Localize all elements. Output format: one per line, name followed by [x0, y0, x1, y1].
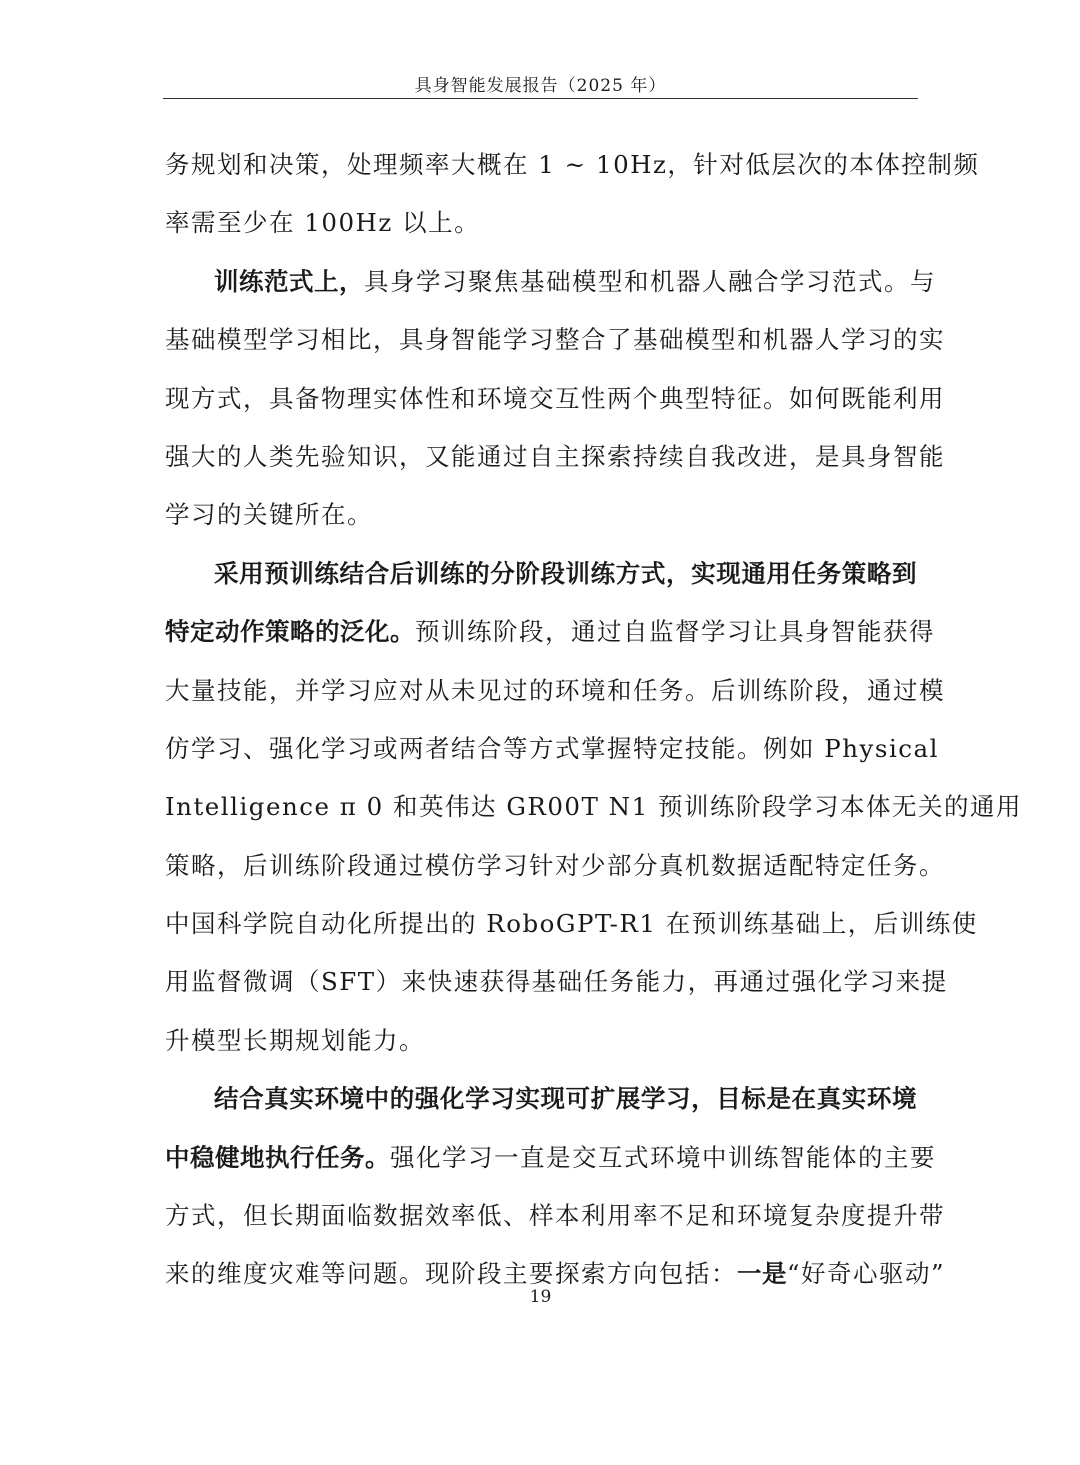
text-segment: 预训练阶段，通过自监督学习让具身智能获得 [415, 617, 935, 647]
text-line [165, 720, 939, 778]
text-line [165, 953, 948, 1011]
text-line [165, 662, 945, 720]
paragraph [165, 545, 1022, 1071]
text-line [165, 1012, 917, 1070]
text-segment: Intelligence π 0 和英伟达 GR00T N1 预训练阶段学习本体无关的通用 [165, 792, 1022, 822]
text-line [165, 895, 978, 953]
text-line [165, 194, 917, 252]
text-segment: 强化学习一直是交互式环境中训练智能体的主要 [390, 1142, 936, 1172]
text-line [165, 1187, 945, 1245]
text-line [165, 370, 945, 428]
text-segment: 方式，但长期面临数据效率低、样本利用率不足和环境复杂度提升带 [165, 1201, 945, 1231]
text-line [165, 428, 945, 486]
text-segment: “好奇心驱动” [787, 1259, 946, 1289]
text-segment: 学习的关键所在。 [165, 500, 373, 530]
text-segment: 基础模型学习相比，具身智能学习整合了基础模型和机器人学习的实 [165, 325, 945, 355]
text-segment: 中国科学院自动化所提出的 RoboGPT-R1 在预训练基础上，后训练使 [165, 909, 978, 939]
bold-text: 采用预训练结合后训练的分阶段训练方式，实现通用任务策略到 [214, 558, 917, 588]
text-line [165, 545, 917, 603]
header-divider [163, 98, 918, 99]
paragraph [165, 1070, 946, 1304]
text-line [165, 1129, 936, 1187]
text-line [165, 1070, 917, 1128]
text-line [165, 136, 980, 194]
text-segment: 用监督微调（SFT）来快速获得基础任务能力，再通过强化学习来提 [165, 967, 948, 997]
bold-text: 一是 [737, 1259, 787, 1289]
text-segment: 现方式，具备物理实体性和环境交互性两个典型特征。如何既能利用 [165, 383, 945, 413]
text-segment: 率需至少在 100Hz 以上。 [165, 208, 481, 238]
bold-text: 结合真实环境中的强化学习实现可扩展学习，目标是在真实环境 [214, 1084, 917, 1114]
text-line [165, 253, 936, 311]
text-line [165, 311, 945, 369]
bold-text: 训练范式上， [214, 266, 364, 296]
text-segment: 来的维度灾难等问题。现阶段主要探索方向包括： [165, 1259, 737, 1289]
text-line [165, 837, 945, 895]
bold-text: 中稳健地执行任务。 [165, 1142, 390, 1172]
text-segment: 策略，后训练阶段通过模仿学习针对少部分真机数据适配特定任务。 [165, 850, 945, 880]
text-line [165, 603, 935, 661]
bold-text: 特定动作策略的泛化。 [165, 617, 415, 647]
text-segment: 仿学习、强化学习或两者结合等方式掌握特定技能。例如 Physical [165, 733, 939, 763]
body-text [165, 136, 1022, 1304]
text-segment: 升模型长期规划能力。 [165, 1025, 425, 1055]
text-line [165, 486, 917, 544]
text-segment: 务规划和决策，处理频率大概在 1 ~ 10Hz，针对低层次的本体控制频 [165, 150, 980, 179]
text-line [165, 778, 1022, 836]
page-number: 19 [529, 1287, 552, 1307]
text-segment: 具身学习聚焦基础模型和机器人融合学习范式。与 [364, 266, 936, 296]
paragraph [165, 253, 945, 545]
text-segment: 强大的人类先验知识，又能通过自主探索持续自我改进，是具身智能 [165, 441, 945, 471]
running-header: 具身智能发展报告（2025 年） [414, 76, 667, 96]
paragraph [165, 136, 980, 253]
text-segment: 大量技能，并学习应对从未见过的环境和任务。后训练阶段，通过模 [165, 675, 945, 705]
